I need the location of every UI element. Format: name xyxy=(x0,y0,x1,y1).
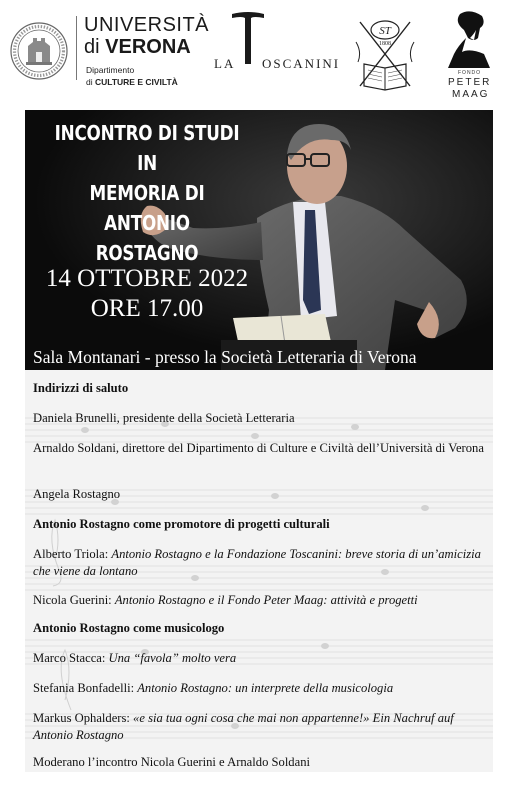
fondo-peter-maag-logo xyxy=(440,8,502,104)
maag-last-name: MAAG xyxy=(452,89,490,100)
event-date: 14 OTTOBRE 2022 xyxy=(45,265,249,292)
program-item xyxy=(33,486,485,503)
talk-title: Antonio Rostagno e la Fondazione Toscanini: breve storia di un’amicizia che viene da lontano xyxy=(33,547,481,578)
event-title-line-1: INCONTRO DI STUDI IN xyxy=(54,121,240,175)
toscanini-name: OSCANINI xyxy=(262,56,341,71)
svg-text:1808: 1808 xyxy=(379,41,391,47)
event-venue: Sala Montanari - presso la Società Letteraria di Verona xyxy=(33,347,417,367)
toscanini-t-icon xyxy=(230,10,266,66)
program-item xyxy=(33,650,485,667)
event-title xyxy=(50,118,245,268)
speaker: Moderano l’incontro Nicola Guerini e Arnaldo Soldani xyxy=(33,755,310,769)
talk-title: Una “favola” molto vera xyxy=(108,651,237,665)
speaker: Marco Stacca: xyxy=(33,651,109,665)
university-city xyxy=(84,36,191,59)
program-item xyxy=(33,710,485,744)
speaker: Angela Rostagno xyxy=(33,487,121,501)
program-heading-promoter: Antonio Rostagno come promotore di progetti culturali xyxy=(33,517,330,531)
program-item xyxy=(33,680,485,697)
event-time: ORE 17.00 xyxy=(90,295,204,322)
speaker: Alberto Triola: xyxy=(33,547,112,561)
department-label: Dipartimento xyxy=(86,65,135,75)
speaker: Stefania Bonfadelli: xyxy=(33,681,138,695)
peter-maag-portrait-icon xyxy=(440,8,502,70)
event-title-line-3: ROSTAGNO xyxy=(95,241,199,265)
speaker: Arnaldo Soldani, direttore del Dipartimento di Culture e Civiltà dell’Università di Verona xyxy=(33,441,484,455)
speaker: Nicola Guerini: xyxy=(33,593,115,607)
program-item xyxy=(33,546,485,580)
program-item xyxy=(33,440,485,457)
program-item xyxy=(33,410,485,427)
university-wordmark xyxy=(84,14,214,94)
svg-text:ST: ST xyxy=(379,25,391,37)
university-city-prefix: di xyxy=(84,36,100,58)
university-seal-icon xyxy=(10,22,68,80)
maag-first-name: PETER xyxy=(448,77,492,88)
program-item xyxy=(33,592,485,609)
department-prefix: di xyxy=(86,77,93,87)
logo-divider xyxy=(76,16,77,80)
program-section xyxy=(25,370,493,772)
speaker: Markus Ophalders: xyxy=(33,711,134,725)
program-heading-musicologist: Antonio Rostagno come musicologo xyxy=(33,621,225,635)
program-moderators xyxy=(33,754,485,771)
event-title-line-2: MEMORIA DI ANTONIO xyxy=(89,181,205,235)
talk-title: Antonio Rostagno e il Fondo Peter Maag: attività e progetti xyxy=(114,593,418,607)
department-name xyxy=(86,77,178,87)
toscanini-logo xyxy=(214,8,341,78)
logo-header xyxy=(0,0,516,110)
university-city-bold: VERONA xyxy=(105,36,191,58)
talk-title: «e sia tua ogni cosa che mai non appartenne!» Ein Nachruf auf Antonio Rostagno xyxy=(33,711,454,742)
maag-fondo: FONDO xyxy=(458,70,482,76)
event-banner xyxy=(25,110,493,370)
speaker: Daniela Brunelli, presidente della Società Letteraria xyxy=(33,411,295,425)
university-name: UNIVERSITÀ xyxy=(84,14,210,36)
talk-title: Antonio Rostagno: un interprete della musicologia xyxy=(137,681,394,695)
toscanini-la: LA xyxy=(214,56,236,71)
program-heading-greetings: Indirizzi di saluto xyxy=(33,381,129,395)
societa-letteraria-emblem-icon xyxy=(352,12,418,92)
department-bold: CULTURE E CIVILTÀ xyxy=(95,77,178,87)
